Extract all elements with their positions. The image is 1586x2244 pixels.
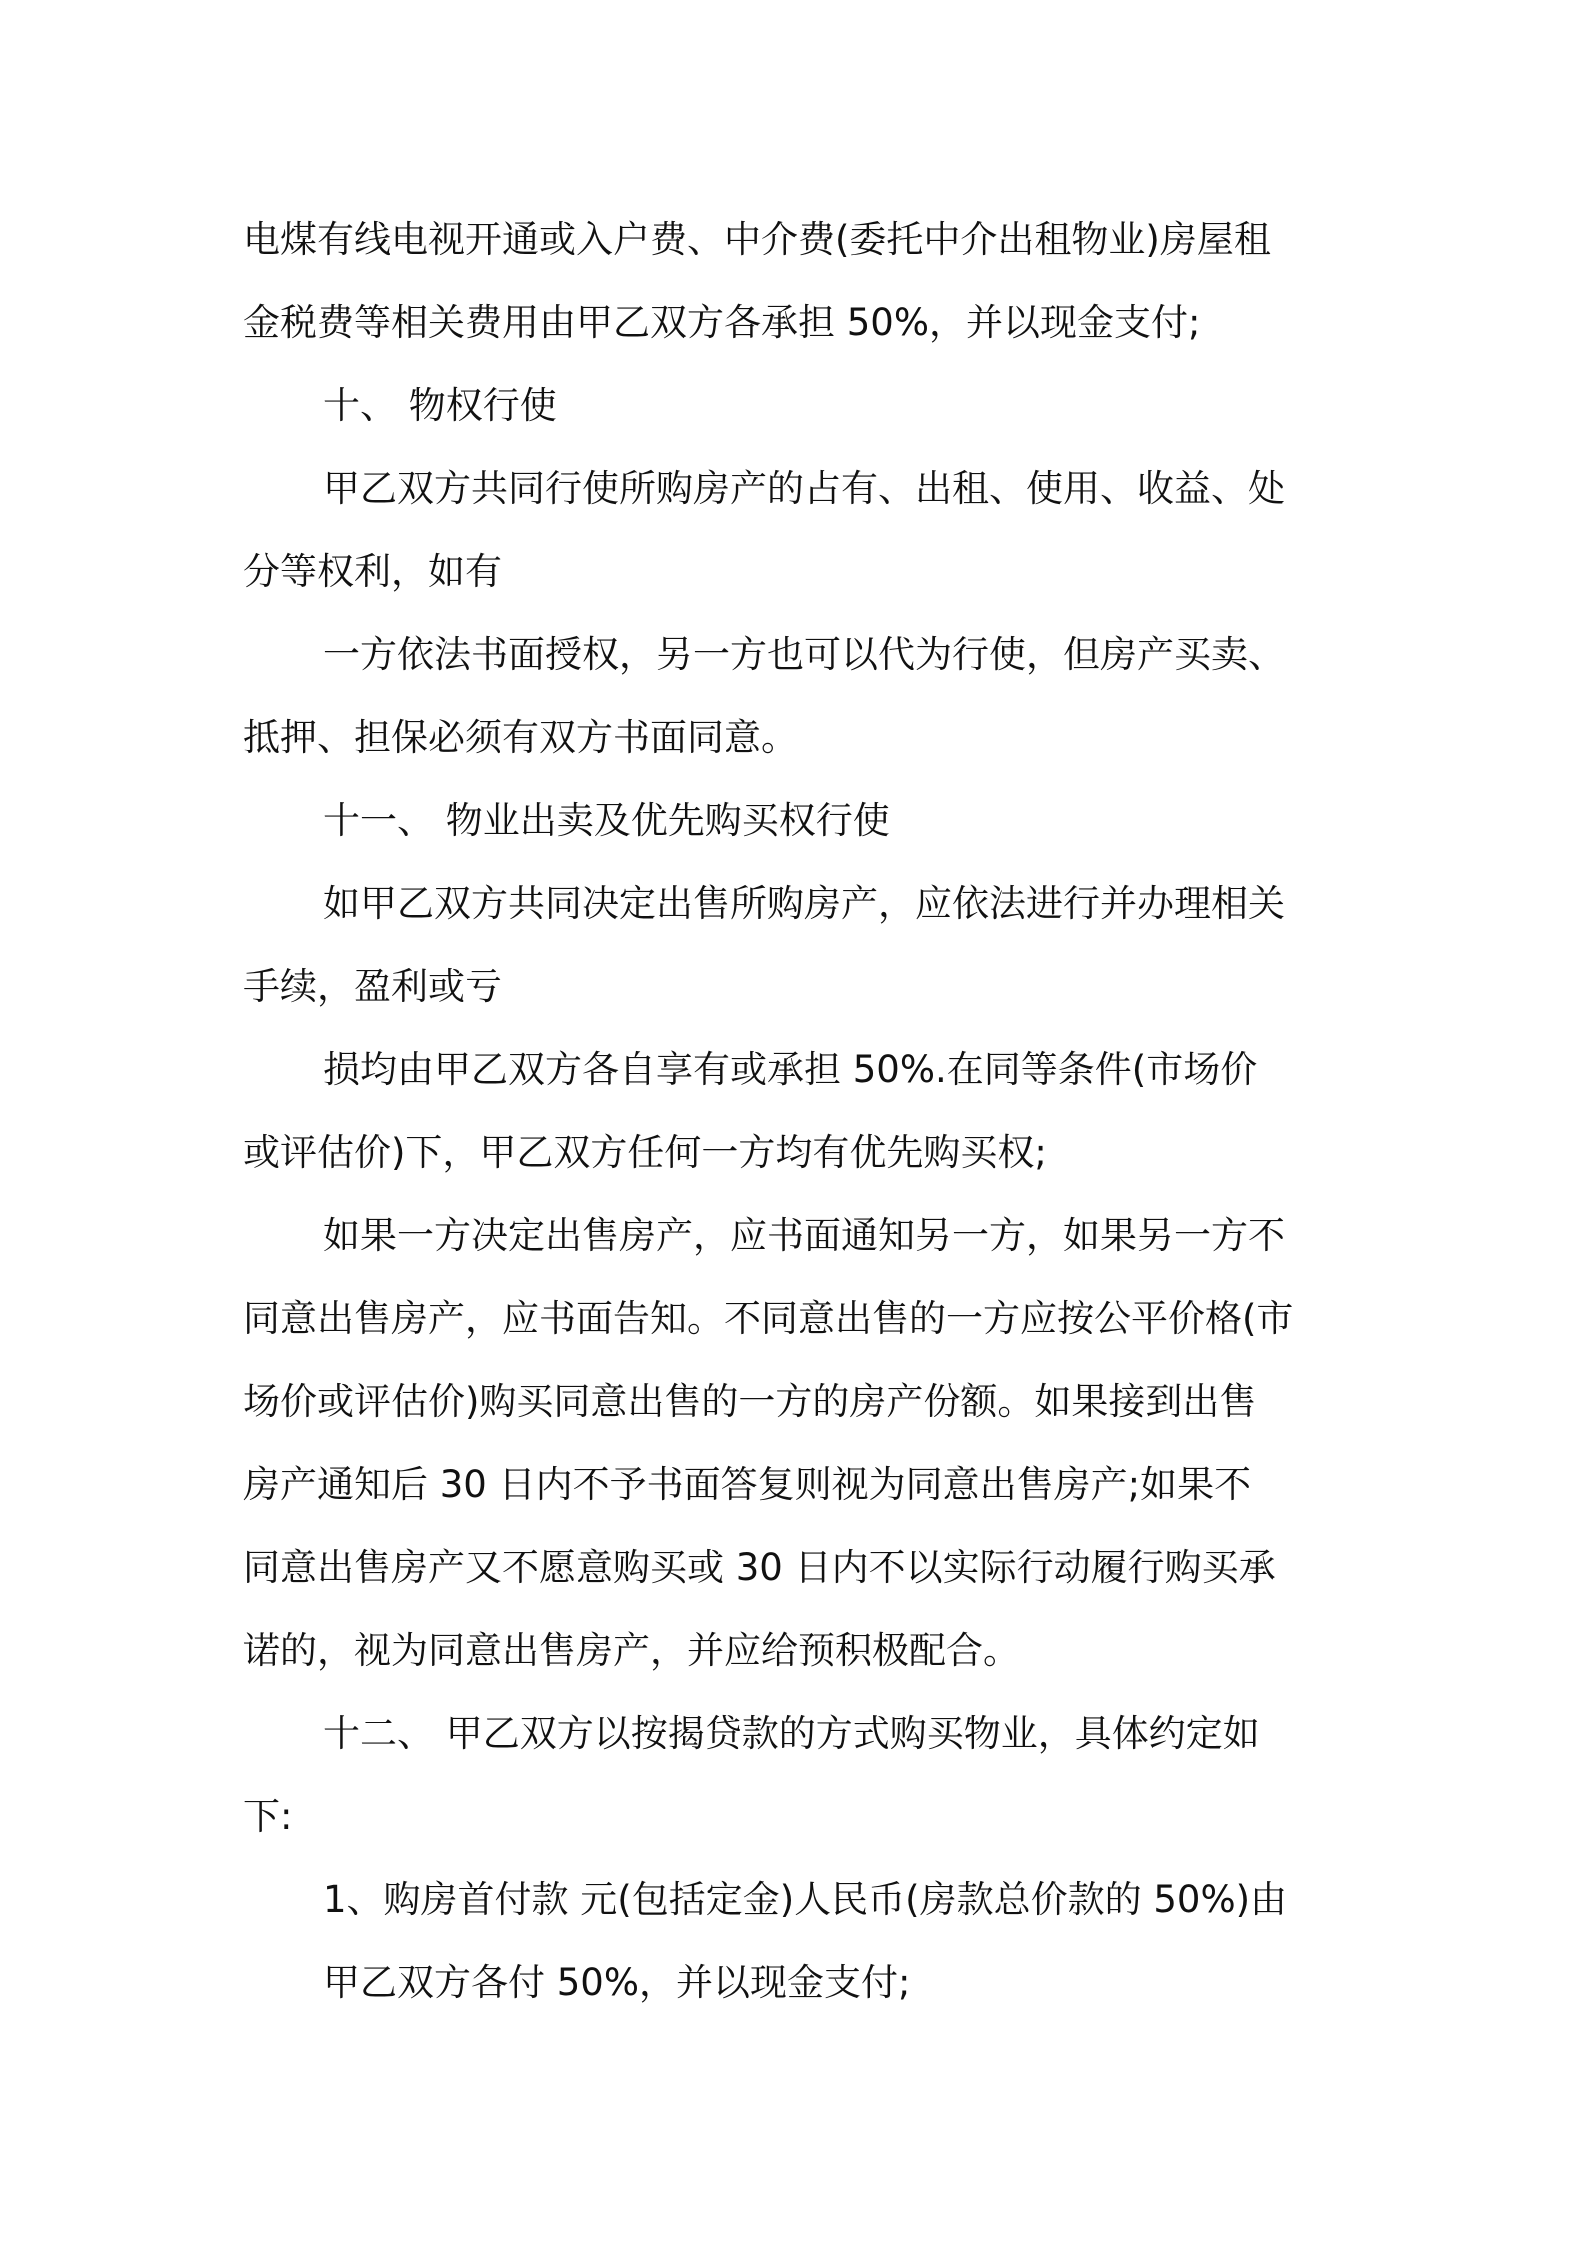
text-line-18: 诺的，视为同意出售房产，并应给预积极配合。 [243,1629,1020,1672]
text-line-14: 同意出售房产，应书面告知。不同意出售的一方应按公平价格(市 [243,1297,1294,1340]
section-heading-11: 十一、 物业出卖及优先购买权行使 [323,799,890,842]
text-line-1: 电煤有线电视开通或入户费、中介费(委托中介出租物业)房屋租 [243,218,1271,261]
text-line-13: 如果一方决定出售房产，应书面通知另一方，如果另一方不 [323,1214,1285,1257]
text-line-4: 甲乙双方共同行使所购房产的占有、出租、使用、收益、处 [323,467,1285,510]
text-line-2: 金税费等相关费用由甲乙双方各承担 50%，并以现金支付; [243,301,1201,344]
section-heading-12: 十二、 甲乙双方以按揭贷款的方式购买物业，具体约定如 [323,1712,1260,1755]
section-heading-10: 十、 物权行使 [323,384,557,427]
text-line-9: 如甲乙双方共同决定出售所购房产，应依法进行并办理相关 [323,882,1285,925]
text-line-11: 损均由甲乙双方各自享有或承担 50%.在同等条件(市场价 [323,1048,1258,1091]
text-line-7: 抵押、担保必须有双方书面同意。 [243,716,798,759]
text-line-17: 同意出售房产又不愿意购买或 30 日内不以实际行动履行购买承 [243,1546,1276,1589]
text-line-6: 一方依法书面授权，另一方也可以代为行使，但房产买卖、 [323,633,1285,676]
text-line-10: 手续，盈利或亏 [243,965,502,1008]
document-body [243,198,1355,2024]
text-line-20: 下: [243,1795,293,1838]
text-line-12: 或评估价)下，甲乙双方任何一方均有优先购买权; [243,1131,1047,1174]
text-line-16: 房产通知后 30 日内不予书面答复则视为同意出售房产;如果不 [243,1463,1252,1506]
text-line-22: 甲乙双方各付 50%，并以现金支付; [323,1961,911,2004]
text-line-21: 1、购房首付款 元(包括定金)人民币(房款总价款的 50%)由 [323,1878,1288,1921]
text-line-5: 分等权利，如有 [243,550,502,593]
text-line-15: 场价或评估价)购买同意出售的一方的房产份额。如果接到出售 [243,1380,1257,1423]
